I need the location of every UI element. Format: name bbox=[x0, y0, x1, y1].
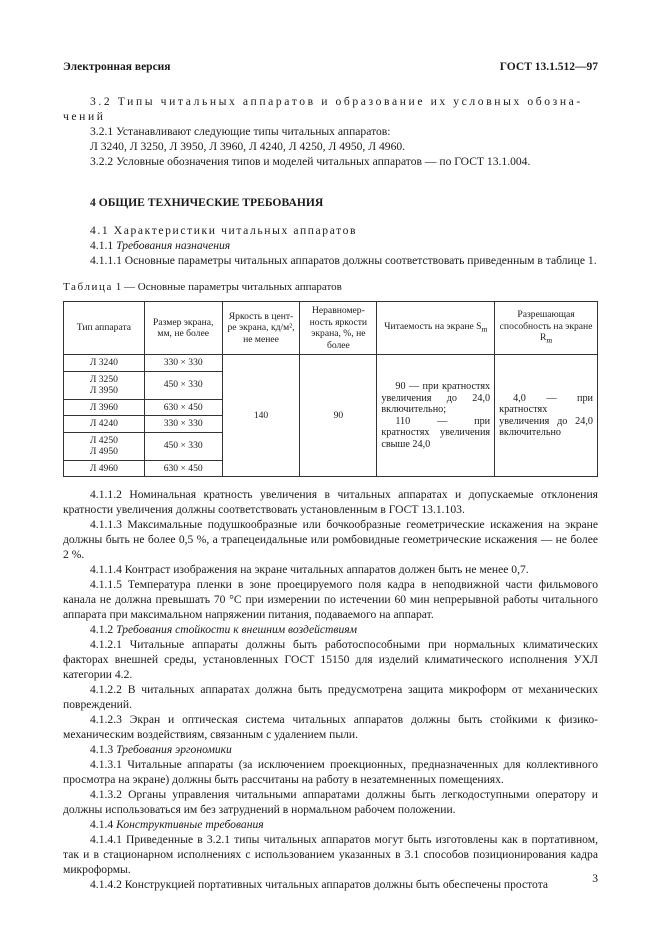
cell-screen: 630 × 450 bbox=[144, 399, 222, 416]
cell-screen: 450 × 330 bbox=[144, 432, 222, 460]
parameters-table bbox=[63, 301, 598, 477]
header-left: Электронная версия bbox=[63, 61, 171, 73]
cell-nonuniform: 90 bbox=[300, 355, 377, 477]
paragraph-4-1-4: 4.1.4 Конструктивные требования bbox=[90, 818, 264, 831]
document-body bbox=[63, 94, 598, 892]
paragraph-4-1-1-5: 4.1.1.5 Температура пленки в зоне проецируемого поля кадра в неподвижной части фильмового канала не должна превышать 70 °С при измерении по истечении 60 мин непрерывной работы читального аппарата при максимальном напряжении питания, подаваемого на аппарат. bbox=[63, 578, 598, 621]
th-type: Тип аппарата bbox=[64, 302, 145, 355]
cell-type: Л 4240 bbox=[64, 416, 145, 433]
paragraph-3-2-1: 3.2.1 Устанавливают следующие типы читальных аппаратов: bbox=[90, 125, 391, 138]
cell-type: Л 3240 bbox=[64, 355, 145, 372]
paragraph-4-1-4-1: 4.1.4.1 Приведенные в 3.2.1 типы читальных аппаратов могут быть изготовлены как в портативном, так и в стационарном исполнениях с использованием указанных в 3.1 способов позиционирования кадра микроформы. bbox=[63, 833, 598, 876]
cell-resolution: 4,0 — при кратностях увеличения до 24,0 включительно bbox=[495, 355, 598, 477]
th-screen: Размер экрана, мм, не более bbox=[144, 302, 222, 355]
paragraph-4-1-2: 4.1.2 Требования стойкости к внешним воздействиям bbox=[90, 623, 358, 636]
section-title-4: 4 ОБЩИЕ ТЕХНИЧЕСКИЕ ТРЕБОВАНИЯ bbox=[90, 196, 324, 209]
header-right: ГОСТ 13.1.512—97 bbox=[499, 61, 598, 73]
table-caption: Таблица 1 — Основные параметры читальных аппаратов bbox=[63, 281, 342, 293]
paragraph-4-1-3-1: 4.1.3.1 Читальные аппараты (за исключением проекционных, предназначенных для коллективного просмотра на экране) должны быть рассчитаны на работу в незатемненных помещениях. bbox=[63, 758, 598, 786]
cell-type: Л 3960 bbox=[64, 399, 145, 416]
th-nonuniform: Неравномер-ность яркости экрана, %, не более bbox=[300, 302, 377, 355]
cell-type: Л 4960 bbox=[64, 460, 145, 477]
paragraph-3-2-2: 3.2.2 Условные обозначения типов и моделей читальных аппаратов — по ГОСТ 13.1.004. bbox=[90, 155, 531, 168]
cell-type: Л 3250 Л 3950 bbox=[64, 371, 145, 399]
th-resolution: Разрешающая способность на экране $R_m$ bbox=[495, 302, 598, 355]
paragraph-4-1-3: 4.1.3 Требования эргономики bbox=[90, 743, 232, 756]
th-brightness: Яркость в цент-ре экрана, кд/м², не менее bbox=[222, 302, 300, 355]
page-number: 3 bbox=[592, 873, 598, 885]
cell-screen: 330 × 330 bbox=[144, 355, 222, 372]
paragraph-4-1-2-2: 4.1.2.2 В читальных аппаратах должна быть предусмотрена защита микроформ от механических повреждений. bbox=[63, 683, 598, 711]
paragraph-4-1: 4.1 Характеристики читальных аппаратов bbox=[90, 224, 358, 237]
cell-screen: 330 × 330 bbox=[144, 416, 222, 433]
cell-type: Л 4250 Л 4950 bbox=[64, 432, 145, 460]
paragraph-4-1-1-2: 4.1.1.2 Номинальная кратность увеличения в читальных аппаратах и допускаемые отклонения кратности увеличения должны соответствовать установленным в ГОСТ 13.1.103. bbox=[63, 488, 598, 516]
paragraph-4-1-1-1: 4.1.1.1 Основные параметры читальных аппаратов должны соответствовать приведенным в таблице 1. bbox=[90, 254, 597, 267]
paragraph-4-1-2-1: 4.1.2.1 Читальные аппараты должны быть работоспособными при нормальных климатических факторах внешней среды, установленных ГОСТ 15150 для изделий климатического исполнения УХЛ категории 4.2. bbox=[63, 638, 598, 681]
paragraph-4-1-1: 4.1.1 Требования назначения bbox=[90, 239, 231, 252]
paragraph-4-1-1-4: 4.1.1.4 Контраст изображения на экране читальных аппаратов должен быть не менее 0,7. bbox=[90, 563, 529, 576]
paragraph-3-2: 3.2 Типы читальных аппаратов и образование их условных обозна- чений bbox=[63, 95, 583, 123]
paragraph-4-1-4-2: 4.1.4.2 Конструкцией портативных читальных аппаратов должны быть обеспечены простота bbox=[90, 878, 549, 891]
paragraph-4-1-3-2: 4.1.3.2 Органы управления читальными аппаратами должны быть легкодоступными оператору и должны использоваться им без затруднений в нормальном рабочем положении. bbox=[63, 788, 598, 816]
cell-readability: 90 — при кратностях увеличения до 24,0 включительно; 110 — при кратностях увеличения свыше 24,0 bbox=[377, 355, 495, 477]
paragraph-4-1-1-3: 4.1.1.3 Максимальные подушкообразные или бочкообразные геометрические искажения на экране должны быть не более 0,5 %, а трапецеидальные или ромбовидные геометрические искажения — не более 2 %. bbox=[63, 518, 598, 561]
cell-brightness: 140 bbox=[222, 355, 300, 477]
paragraph-4-1-2-3: 4.1.2.3 Экран и оптическая система читальных аппаратов должны быть стойкими к физико-механическим воздействиям, связанным с удалением пыли. bbox=[63, 713, 598, 741]
paragraph-3-2-1-list: Л 3240, Л 3250, Л 3950, Л 3960, Л 4240, Л 4250, Л 4950, Л 4960. bbox=[90, 140, 406, 153]
cell-screen: 630 × 450 bbox=[144, 460, 222, 477]
th-readability: Читаемость на экране $S_m$ bbox=[377, 302, 495, 355]
cell-screen: 450 × 330 bbox=[144, 371, 222, 399]
